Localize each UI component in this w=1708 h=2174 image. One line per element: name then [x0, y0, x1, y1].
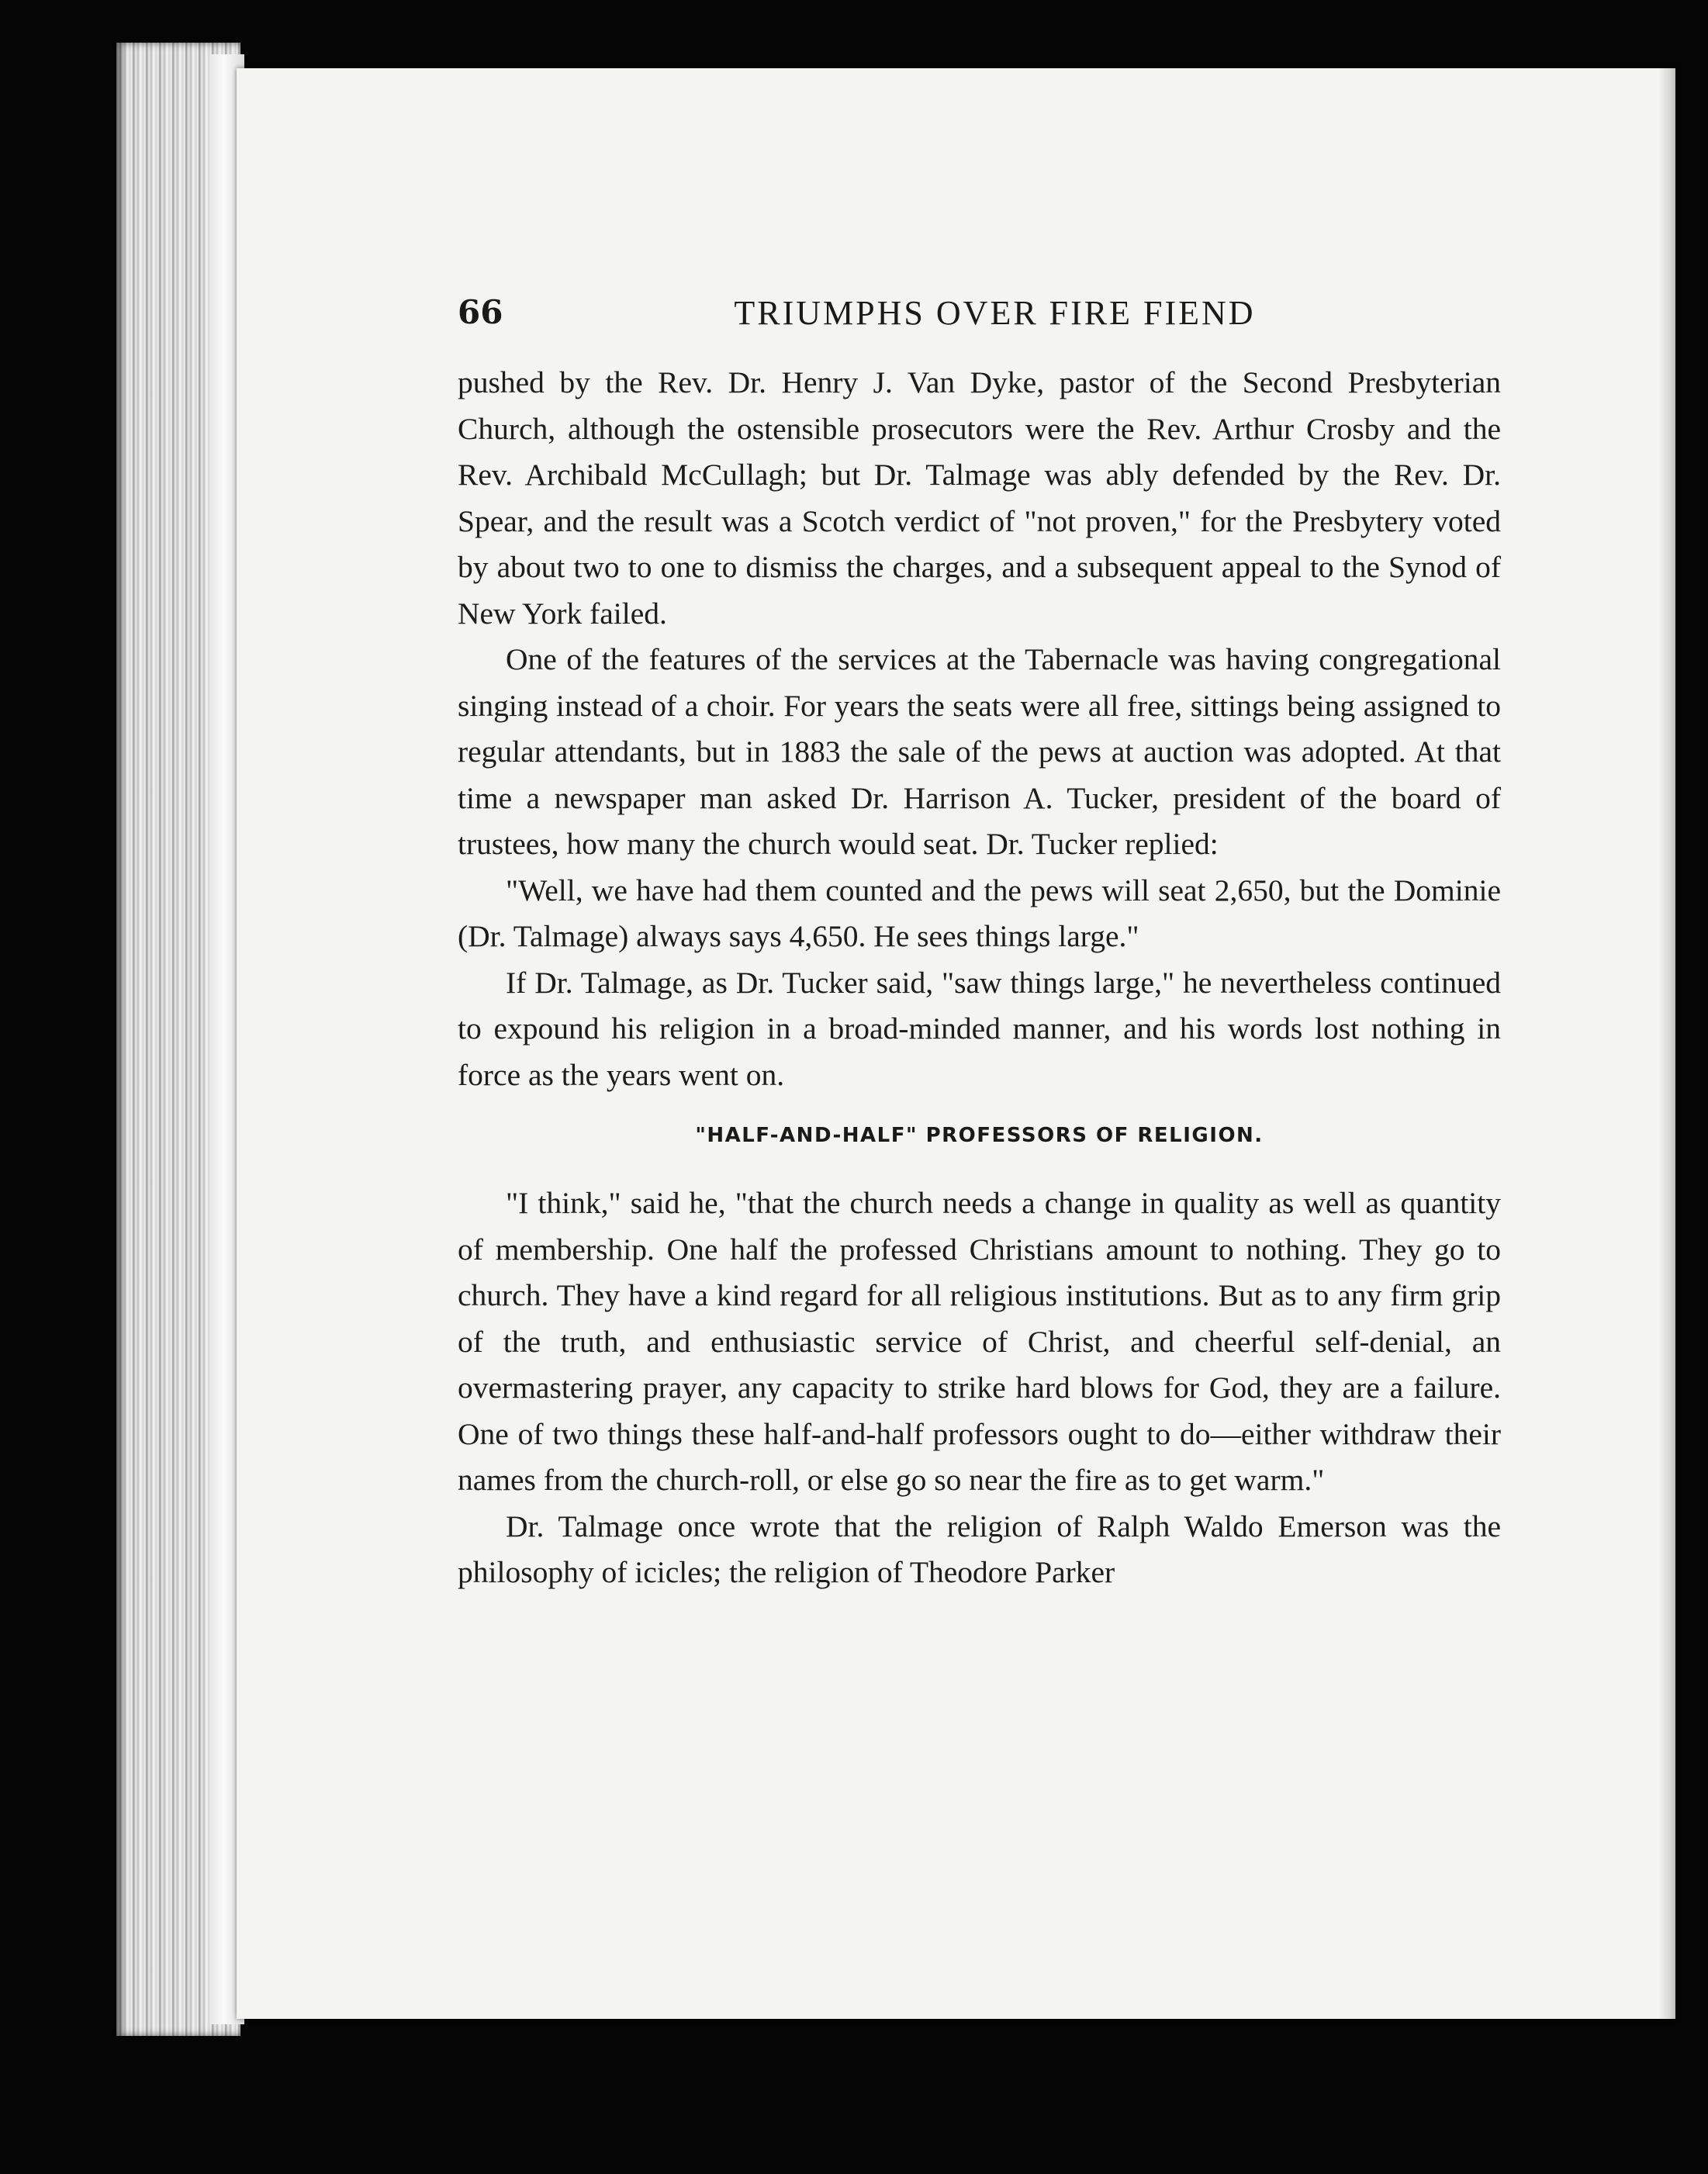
paragraph-emerson: Dr. Talmage once wrote that the religion of Ralph Waldo Emerson was the philosophy of icicles; the religion of Theodore Parker [458, 1509, 1501, 1589]
page-right-shadow [1658, 68, 1675, 2019]
section-heading: "HALF-AND-HALF" PROFESSORS OF RELIGION. [695, 1124, 1264, 1147]
paragraph-tucker-quote: "Well, we have had them counted and the pews will seat 2,650, but the Dominie (Dr. Talmage) always says 4,650. He sees things large." [458, 873, 1501, 953]
paragraph-tabernacle: One of the features of the services at the Tabernacle was having congregational singing instead of a choir. For years the seats were all free, sittings being assigned to regular attendants, but in 1883 the sale of the pews at auction was adopted. At that time a newspaper man asked Dr. Harrison A. Tucker, president of the board of trustees, how many the church would seat. Dr. Tucker replied: [458, 642, 1501, 861]
body-text [458, 360, 1501, 1596]
paragraph-continued: pushed by the Rev. Dr. Henry J. Van Dyke, pastor of the Second Presbyterian Church, although the ostensible prosecutors were the Rev. Arthur Crosby and the Rev. Archibald McCullagh; but Dr. Talmage was ably defended by the Rev. Dr. Spear, and the result was a Scotch verdict of "not proven," for the Presbytery voted by about two to one to dismiss the charges, and a subsequent appeal to the Synod of New York failed. [458, 365, 1501, 631]
paragraph-half-and-half: "I think," said he, "that the church needs a change in quality as well as quantity of membership. One half the professed Christians amount to nothing. They go to church. They have a kind regard for all religious institutions. But as to any firm grip of the truth, and enthusiastic service of Christ, and cheerful self-denial, an overmastering prayer, any capacity to strike hard blows for God, they are a failure. One of two things these half-and-half professors ought to do—either withdraw their names from the church-roll, or else go so near the fire as to get warm." [458, 1186, 1501, 1497]
running-title: TRIUMPHS OVER FIRE FIEND [734, 294, 1256, 332]
page-number: 66 [458, 293, 503, 331]
paragraph-saw-things-large: If Dr. Talmage, as Dr. Tucker said, "saw things large," he nevertheless continued to expound his religion in a broad-minded manner, and his words lost nothing in force as the years went on. [458, 965, 1501, 1092]
page-header [458, 293, 1501, 340]
book-page [237, 68, 1675, 2019]
